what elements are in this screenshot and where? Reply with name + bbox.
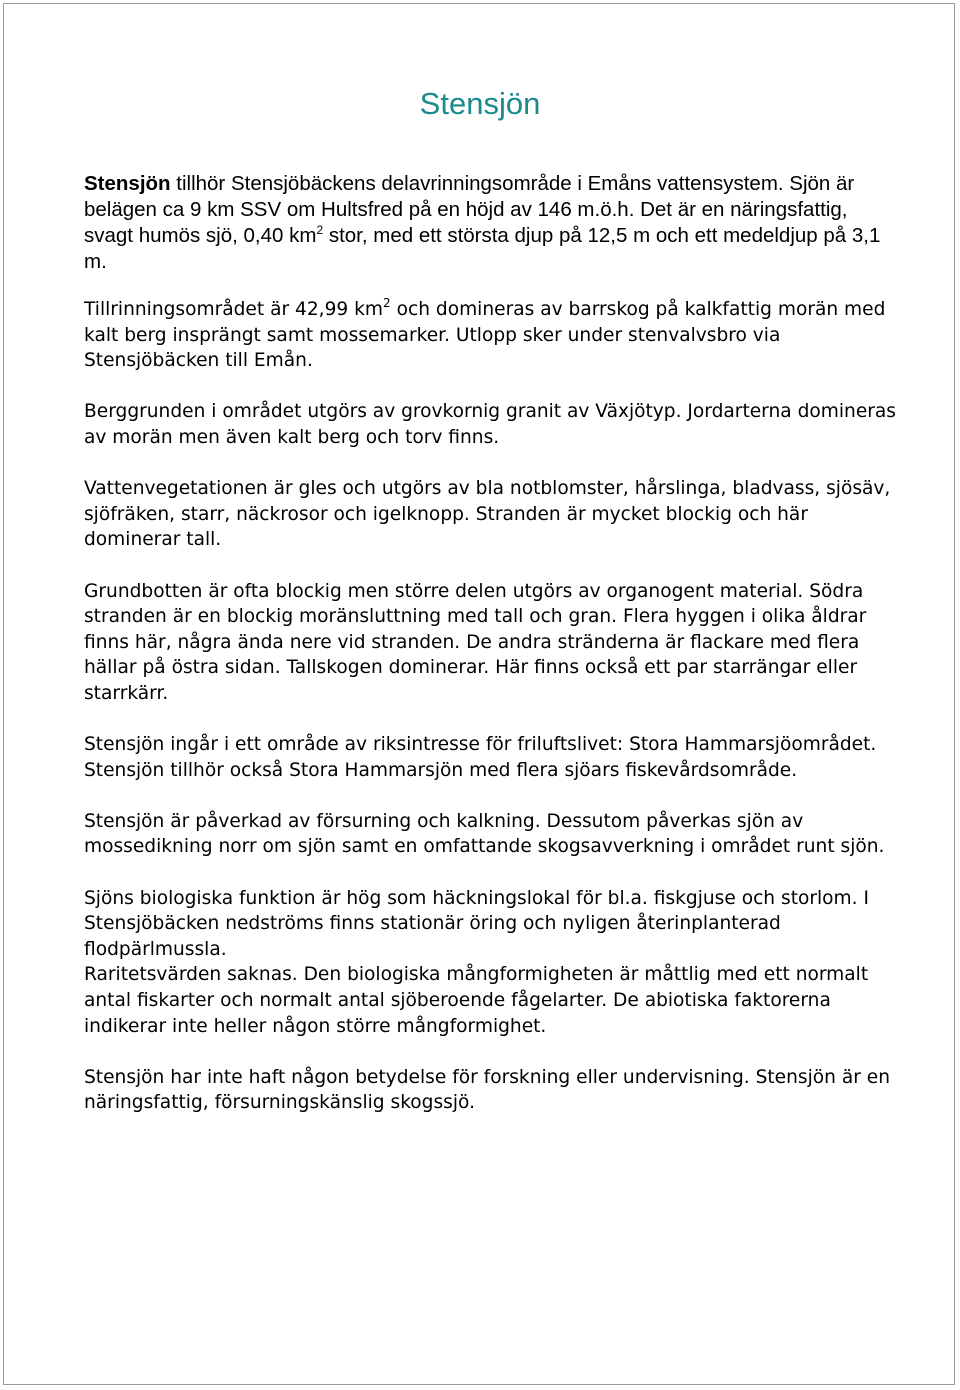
biology-paragraph: Sjöns biologiska funktion är hög som häckningslokal för bl.a. fiskgjuse och storlom. I Stensjöbäcken nedströms finns stationär öring och nyligen återinplanterad flodpärlmussla. [84,887,869,960]
intro-superscript: 2 [316,223,324,237]
catchment-text-b: och domineras av barrskog på kalkfattig morän med kalt berg insprängt samt mossemarker. Utlopp sker under stenvalvsbro via Stensjöbäcken till Emån. [84,299,886,372]
recreation-paragraph: Stensjön ingår i ett område av riksintresse för friluftslivet: Stora Hammarsjöområdet. Stensjön tillhör också Stora Hammarsjön med flera sjöars fiskevårdsområde. [84,734,877,781]
body-text [84,297,904,1116]
intro-paragraph [84,171,884,275]
vegetation-paragraph: Vattenvegetationen är gles och utgörs av bla notblomster, hårslinga, bladvass, sjösäv, sjöfräken, starr, näckrosor och igelknopp. Stranden är mycket blockig och här dominerar tall. [84,478,891,551]
research-paragraph: Stensjön har inte haft någon betydelse för forskning eller undervisning. Stensjön är en näringsfattig, försurningskänslig skogssjö. [84,1066,890,1114]
lake-name: Stensjön [84,172,171,195]
intro-text-b: stor, med ett största djup på 12,5 m och ett medeldjup på 3,1 m. [84,224,881,273]
bedrock-paragraph: Berggrunden i området utgörs av grovkornig granit av Växjötyp. Jordarterna domineras av morän men även kalt berg och torv finns. [84,401,896,448]
acidification-paragraph: Stensjön är påverkad av försurning och kalkning. Dessutom påverkas sjön av mossedikning norr om sjön samt en omfattande skogsavverkning i området runt sjön. [84,810,885,858]
bottom-paragraph: Grundbotten är ofta blockig men större delen utgörs av organogent material. Södra stranden är en blockig moränsluttning med tall och gran. Flera hyggen i olika åldrar finns här, några ända nere vid stranden. De andra stränderna är flackare med flera hällar på östra sidan. Tallskogen dominerar. Här finns också ett par starrängar eller starrkärr. [84,580,867,704]
catchment-superscript: 2 [383,296,391,310]
rarity-paragraph: Raritetsvärden saknas. Den biologiska mångformigheten är måttlig med ett normalt antal fiskarter och normalt antal sjöberoende fågelarter. De abiotiska faktorerna indikerar inte heller någon större mångformighet. [84,964,869,1037]
page-title: Stensjön [419,86,541,121]
intro-text-a: tillhör Stensjöbäckens delavrinningsområde i Emåns vattensystem. Sjön är belägen ca 9 km SSV om Hultsfred på en höjd av 146 m.ö.h. Det är en näringsfattig, svagt humös sjö, 0,40 km [84,172,855,247]
catchment-text-a: Tillrinningsområdet är 42,99 km [84,299,384,320]
catchment-paragraph [84,297,904,374]
